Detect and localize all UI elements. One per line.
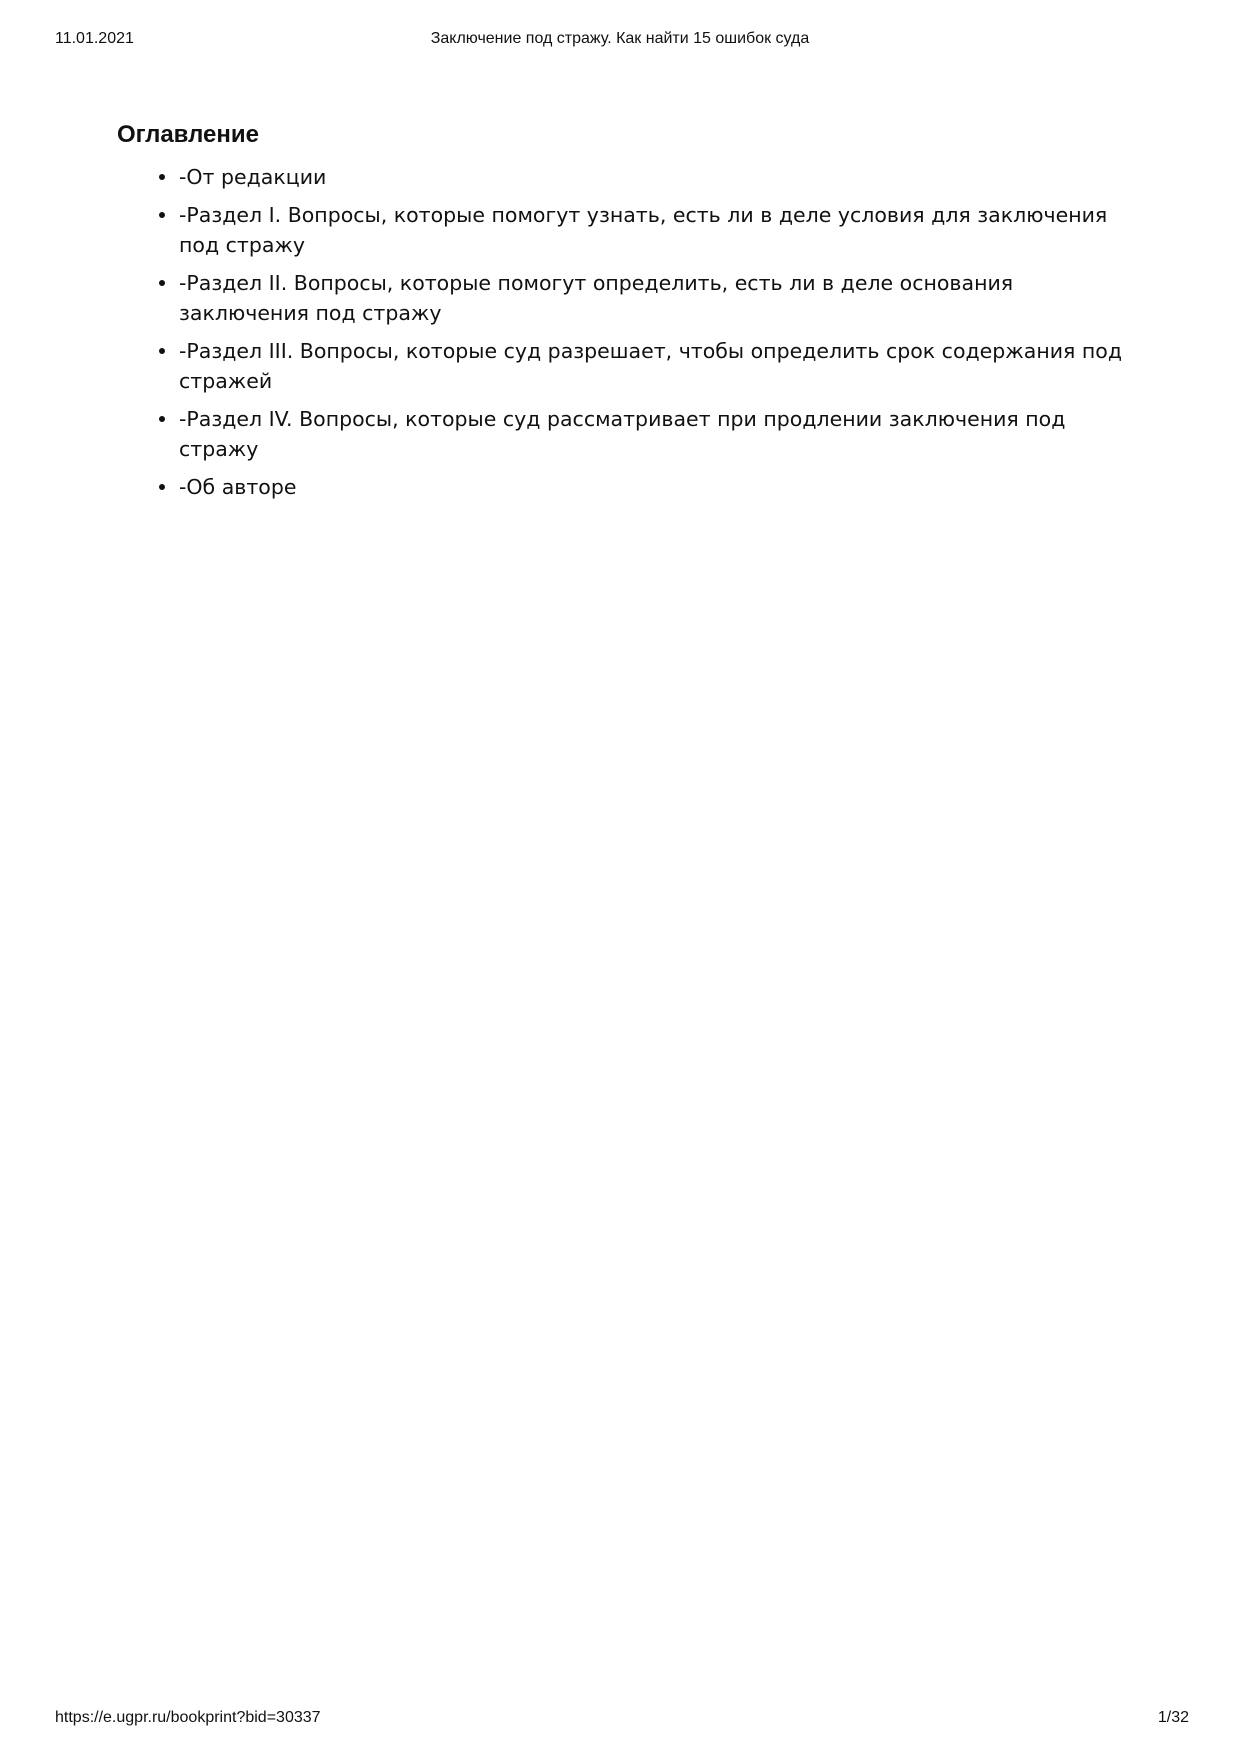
bullet-icon: [159, 416, 165, 422]
bullet-icon: [159, 174, 165, 180]
toc-item-about-author[interactable]: [117, 472, 1127, 502]
toc-item-editorial[interactable]: [117, 162, 1127, 192]
page-number: 1/32: [1157, 1709, 1189, 1726]
toc-heading: Оглавление: [117, 121, 259, 148]
print-source-url: https://e.ugpr.ru/bookprint?bid=30337: [55, 1709, 321, 1726]
toc-item-label: -Раздел I. Вопросы, которые помогут узнать, есть ли в деле условия для заключения под стражу: [179, 203, 1108, 257]
toc-item-label: -Об авторе: [179, 475, 297, 499]
toc-item-section-1[interactable]: [117, 200, 1127, 260]
toc-item-section-2[interactable]: [117, 268, 1127, 328]
toc-item-section-3[interactable]: [117, 336, 1127, 396]
print-date: 11.01.2021: [55, 30, 134, 47]
toc-item-label: -Раздел II. Вопросы, которые помогут определить, есть ли в деле основания заключения под стражу: [179, 271, 1014, 325]
toc-item-label: -От редакции: [179, 165, 327, 189]
bullet-icon: [159, 484, 165, 490]
bullet-icon: [159, 212, 165, 218]
toc-item-label: -Раздел IV. Вопросы, которые суд рассматривает при продлении заключения под стражу: [179, 407, 1066, 461]
table-of-contents: [117, 118, 1127, 510]
toc-item-section-4[interactable]: [117, 404, 1127, 464]
bullet-icon: [159, 280, 165, 286]
bullet-icon: [159, 348, 165, 354]
toc-list: [117, 162, 1127, 502]
toc-item-label: -Раздел III. Вопросы, которые суд разрешает, чтобы определить срок содержания под стражей: [179, 339, 1123, 393]
print-document-title: Заключение под стражу. Как найти 15 ошибок суда: [430, 30, 810, 47]
